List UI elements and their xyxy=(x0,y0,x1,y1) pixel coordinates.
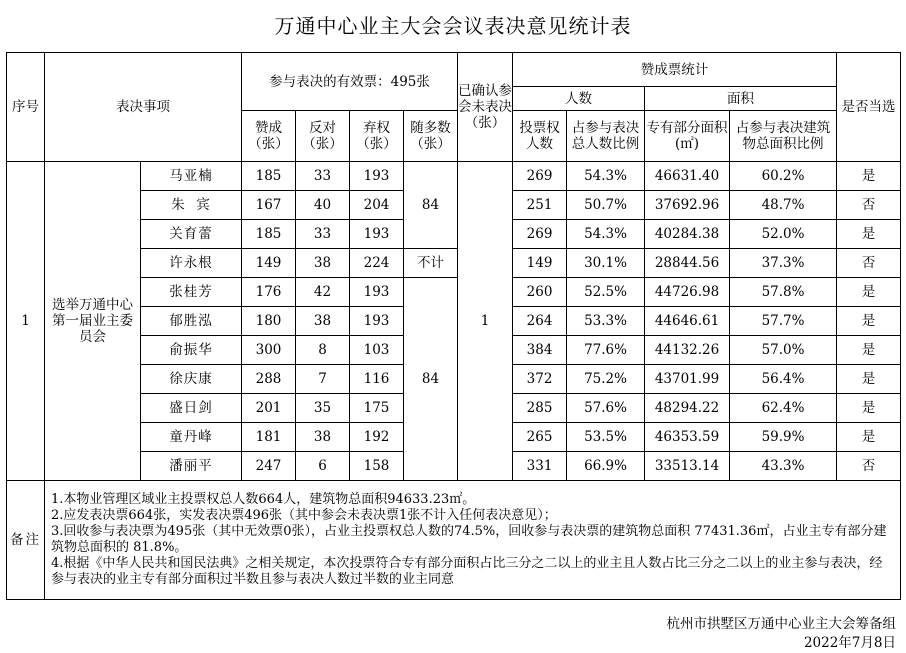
approve-count: 247 xyxy=(242,452,296,481)
header-approve: 赞成（张） xyxy=(242,111,296,162)
candidate-name: 盛日剑 xyxy=(141,394,242,423)
area-ratio: 43.3% xyxy=(730,452,837,481)
area-ratio: 62.4% xyxy=(730,394,837,423)
exclusive-area: 44132.26 xyxy=(645,336,730,365)
group-item: 选举万通中心第一届业主委员会 xyxy=(45,162,141,481)
abstain-count: 193 xyxy=(350,307,404,336)
abstain-count: 193 xyxy=(350,278,404,307)
voters-count: 331 xyxy=(513,452,567,481)
oppose-count: 7 xyxy=(296,365,350,394)
header-confirmed-not-voted: 已确认参会未表决（张） xyxy=(458,53,513,162)
elected-status: 否 xyxy=(837,452,901,481)
header-seq: 序号 xyxy=(7,53,45,162)
voters-count: 260 xyxy=(513,278,567,307)
abstain-count: 116 xyxy=(350,365,404,394)
elected-status: 是 xyxy=(837,423,901,452)
people-ratio: 66.9% xyxy=(567,452,645,481)
footer-organization: 杭州市拱墅区万通中心业主大会筹备组 xyxy=(666,616,896,632)
note-line: 2.应发表决票664张，实发表决票496张（其中参会未表决票1张不计入任何表决意见）； xyxy=(51,508,557,523)
follow-majority-count: 84 xyxy=(404,162,458,249)
header-abstain: 弃权（张） xyxy=(350,111,404,162)
header-people: 人数 xyxy=(513,87,645,111)
people-ratio: 77.6% xyxy=(567,336,645,365)
approve-count: 149 xyxy=(242,249,296,278)
voters-count: 251 xyxy=(513,191,567,220)
voters-count: 264 xyxy=(513,307,567,336)
header-valid-votes: 参与表决的有效票：495张 xyxy=(242,53,458,111)
header-approve-stats: 赞成票统计 xyxy=(513,53,837,87)
note-line: 3.回收参与表决票为495张（其中无效票0张），占业主投票权总人数的74.5%，回收参与表决票的建筑物总面积 77431.36㎡，占业主专有部分建筑物总面积的 81.8%。 xyxy=(51,524,887,555)
abstain-count: 192 xyxy=(350,423,404,452)
abstain-count: 158 xyxy=(350,452,404,481)
oppose-count: 38 xyxy=(296,307,350,336)
voters-count: 372 xyxy=(513,365,567,394)
approve-count: 300 xyxy=(242,336,296,365)
abstain-count: 224 xyxy=(350,249,404,278)
candidate-name: 徐庆康 xyxy=(141,365,242,394)
approve-count: 167 xyxy=(242,191,296,220)
exclusive-area: 48294.22 xyxy=(645,394,730,423)
oppose-count: 35 xyxy=(296,394,350,423)
exclusive-area: 43701.99 xyxy=(645,365,730,394)
area-ratio: 57.0% xyxy=(730,336,837,365)
oppose-count: 38 xyxy=(296,249,350,278)
exclusive-area: 44646.61 xyxy=(645,307,730,336)
header-row-1 xyxy=(7,53,901,87)
people-ratio: 54.3% xyxy=(567,220,645,249)
candidate-name: 郁胜泓 xyxy=(141,307,242,336)
people-ratio: 75.2% xyxy=(567,365,645,394)
area-ratio: 52.0% xyxy=(730,220,837,249)
exclusive-area: 46353.59 xyxy=(645,423,730,452)
oppose-count: 42 xyxy=(296,278,350,307)
approve-count: 176 xyxy=(242,278,296,307)
header-people-ratio: 占参与表决总人数比例 xyxy=(567,111,645,162)
approve-count: 180 xyxy=(242,307,296,336)
people-ratio: 54.3% xyxy=(567,162,645,191)
approve-count: 201 xyxy=(242,394,296,423)
follow-majority-count: 不计 xyxy=(404,249,458,278)
oppose-count: 33 xyxy=(296,220,350,249)
area-ratio: 59.9% xyxy=(730,423,837,452)
header-voting-people: 投票权人数 xyxy=(513,111,567,162)
elected-status: 是 xyxy=(837,394,901,423)
exclusive-area: 33513.14 xyxy=(645,452,730,481)
header-follow-majority: 随多数（张） xyxy=(404,111,458,162)
approve-count: 181 xyxy=(242,423,296,452)
elected-status: 否 xyxy=(837,249,901,278)
area-ratio: 60.2% xyxy=(730,162,837,191)
footer-date: 2022年7月8日 xyxy=(803,635,896,651)
group-seq: 1 xyxy=(7,162,45,481)
approve-count: 185 xyxy=(242,220,296,249)
page-title: 万通中心业主大会会议表决意见统计表 xyxy=(274,14,632,38)
header-elected: 是否当选 xyxy=(837,53,901,162)
candidate-name: 许永根 xyxy=(141,249,242,278)
area-ratio: 57.7% xyxy=(730,307,837,336)
voters-count: 384 xyxy=(513,336,567,365)
approve-count: 288 xyxy=(242,365,296,394)
header-oppose: 反对（张） xyxy=(296,111,350,162)
exclusive-area: 37692.96 xyxy=(645,191,730,220)
elected-status: 是 xyxy=(837,220,901,249)
header-area: 面积 xyxy=(645,87,837,111)
candidate-name: 朱 宾 xyxy=(141,191,242,220)
abstain-count: 193 xyxy=(350,162,404,191)
abstain-count: 193 xyxy=(350,220,404,249)
header-exclusive-area: 专有部分面积(㎡) xyxy=(645,111,730,162)
candidate-name: 俞振华 xyxy=(141,336,242,365)
candidate-name: 潘丽平 xyxy=(141,452,242,481)
header-item: 表决事项 xyxy=(45,53,242,162)
voters-count: 269 xyxy=(513,220,567,249)
area-ratio: 56.4% xyxy=(730,365,837,394)
elected-status: 否 xyxy=(837,191,901,220)
notes-row xyxy=(7,481,901,600)
people-ratio: 53.3% xyxy=(567,307,645,336)
oppose-count: 6 xyxy=(296,452,350,481)
candidate-name: 关育蕾 xyxy=(141,220,242,249)
table-row xyxy=(7,278,901,307)
notes-body xyxy=(45,481,901,600)
follow-majority-count: 84 xyxy=(404,278,458,481)
candidate-name: 马亚楠 xyxy=(141,162,242,191)
area-ratio: 48.7% xyxy=(730,191,837,220)
elected-status: 是 xyxy=(837,278,901,307)
oppose-count: 33 xyxy=(296,162,350,191)
elected-status: 是 xyxy=(837,336,901,365)
table-row xyxy=(7,249,901,278)
people-ratio: 30.1% xyxy=(567,249,645,278)
table-row xyxy=(7,162,901,191)
note-line: 4.根据《中华人民共和国民法典》之相关规定，本次投票符合专有部分面积占比三分之二以上的业主且人数占比三分之二以上的业主参与表决，经参与表决的业主专有部分面积过半数且参与表决人数过半数的业主同意 xyxy=(51,556,883,587)
people-ratio: 50.7% xyxy=(567,191,645,220)
elected-status: 是 xyxy=(837,162,901,191)
oppose-count: 8 xyxy=(296,336,350,365)
confirmed-not-voted-count: 1 xyxy=(458,162,513,481)
note-line: 1.本物业管理区域业主投票权总人数664人，建筑物总面积94633.23㎡。 xyxy=(51,492,476,507)
exclusive-area: 40284.38 xyxy=(645,220,730,249)
approve-count: 185 xyxy=(242,162,296,191)
candidate-name: 童丹峰 xyxy=(141,423,242,452)
exclusive-area: 44726.98 xyxy=(645,278,730,307)
oppose-count: 38 xyxy=(296,423,350,452)
candidate-name: 张桂芳 xyxy=(141,278,242,307)
voters-count: 285 xyxy=(513,394,567,423)
people-ratio: 52.5% xyxy=(567,278,645,307)
exclusive-area: 28844.56 xyxy=(645,249,730,278)
voters-count: 265 xyxy=(513,423,567,452)
elected-status: 是 xyxy=(837,365,901,394)
elected-status: 是 xyxy=(837,307,901,336)
people-ratio: 57.6% xyxy=(567,394,645,423)
oppose-count: 40 xyxy=(296,191,350,220)
abstain-count: 175 xyxy=(350,394,404,423)
voters-count: 269 xyxy=(513,162,567,191)
abstain-count: 204 xyxy=(350,191,404,220)
notes-label: 备注 xyxy=(7,481,45,600)
area-ratio: 57.8% xyxy=(730,278,837,307)
abstain-count: 103 xyxy=(350,336,404,365)
people-ratio: 53.5% xyxy=(567,423,645,452)
exclusive-area: 46631.40 xyxy=(645,162,730,191)
area-ratio: 37.3% xyxy=(730,249,837,278)
header-area-ratio: 占参与表决建筑物总面积比例 xyxy=(730,111,837,162)
vote-results-table xyxy=(6,52,901,600)
voters-count: 149 xyxy=(513,249,567,278)
